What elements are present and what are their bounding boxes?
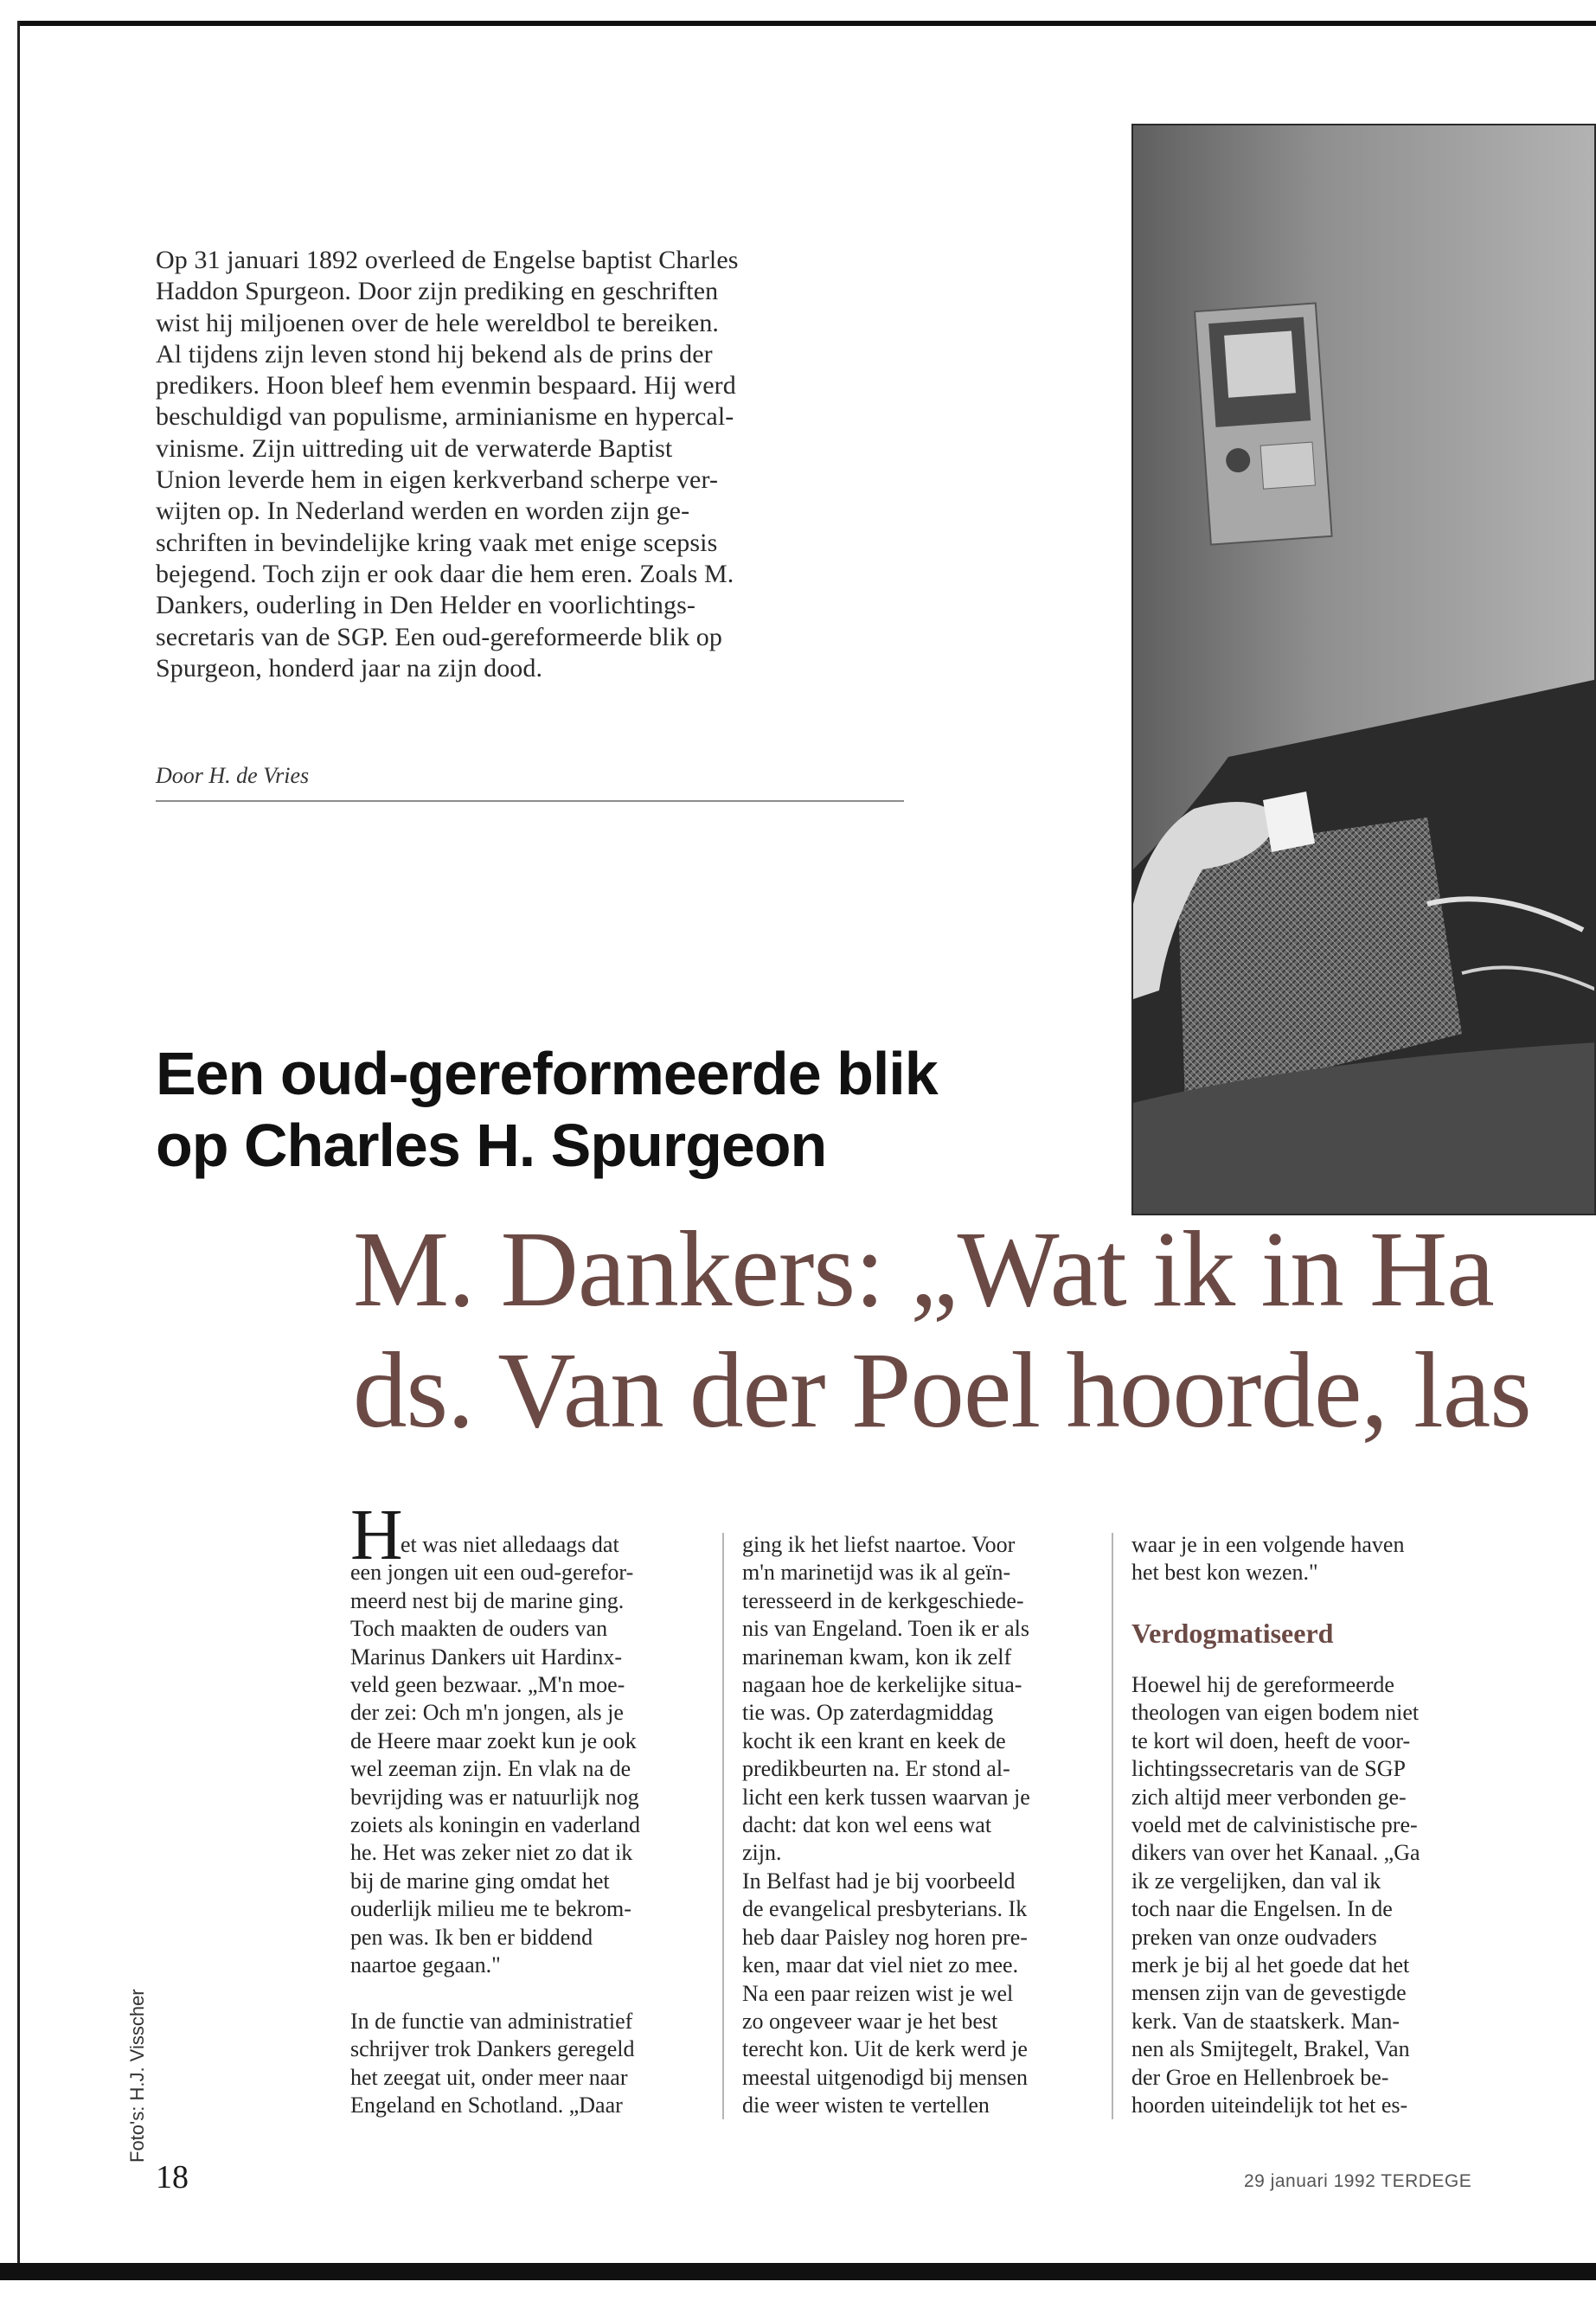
photo-credit: Foto's: H.J. Visscher	[126, 1989, 148, 2163]
text-line: het zeegat uit, onder meer naar	[350, 2064, 628, 2090]
intro-line: wijten op. In Nederland werden en worden zijn ge-	[156, 497, 690, 526]
text-line: waar je in een volgende haven	[1131, 1532, 1405, 1557]
text-line: kocht ik een krant en keek de	[742, 1727, 1006, 1753]
text-line: hoorden uiteindelijk tot het es-	[1131, 2093, 1408, 2118]
intro-paragraph	[156, 245, 895, 684]
article-column-3-top	[1131, 1531, 1490, 1587]
article-title	[353, 1209, 1596, 1452]
column-divider	[722, 1533, 724, 2119]
intro-line: predikers. Hoon bleef hem evenmin bespaard. Hij werd	[156, 371, 736, 401]
text-line: bevrijding was er natuurlijk nog	[350, 1784, 639, 1810]
text-line: naartoe gegaan."	[350, 1952, 501, 1978]
text-line: zo ongeveer waar je het best	[742, 2008, 998, 2034]
text-line: m'n marinetijd was ik al geïn-	[742, 1560, 1011, 1586]
text-line: dikers van over het Kanaal. „Ga	[1131, 1840, 1420, 1866]
article-column-2	[742, 1531, 1084, 2120]
portrait-photo	[1131, 124, 1596, 1215]
top-border	[19, 21, 1596, 26]
text-line: schrijver trok Dankers geregeld	[350, 2036, 635, 2062]
text-line: teresseerd in de kerkgeschiede-	[742, 1587, 1024, 1613]
left-border	[17, 21, 20, 2266]
text-line: marineman kwam, kon ik zelf	[742, 1644, 1012, 1670]
intro-line: vinisme. Zijn uittreding uit de verwaterde Baptist	[156, 433, 673, 463]
text-line: veld geen bezwaar. „M'n moe-	[350, 1672, 625, 1698]
text-line: merk je bij al het goede dat het	[1131, 1952, 1410, 1978]
text-line: een jongen uit een oud-gerefor-	[350, 1560, 634, 1586]
text-line: terecht kon. Uit de kerk werd je	[742, 2036, 1028, 2062]
footer-publication: 29 januari 1992 TERDEGE	[1244, 2171, 1472, 2191]
text-line: Hoewel hij de gereformeerde	[1131, 1672, 1394, 1697]
column-divider	[1112, 1533, 1113, 2119]
headline	[156, 1038, 1125, 1182]
intro-line: wist hij miljoenen over de hele wereldbol te bereiken.	[156, 308, 720, 337]
article-column-3	[1131, 1671, 1490, 2120]
text-line: toch naar die Engelsen. In de	[1131, 1896, 1393, 1922]
text-line: Marinus Dankers uit Hardinx-	[350, 1644, 623, 1670]
text-line: ouderlijk milieu me te bekrom-	[350, 1896, 631, 1922]
text-line: pen was. Ik ben er biddend	[350, 1924, 593, 1950]
intro-line: bejegend. Toch zijn er ook daar die hem eren. Zoals M.	[156, 559, 734, 588]
text-line: Engeland en Schotland. „Daar	[350, 2093, 623, 2118]
text-line: lichtingssecretaris van de SGP	[1131, 1756, 1406, 1782]
intro-line: Dankers, ouderling in Den Helder en voorlichtings-	[156, 591, 695, 620]
text-line: te kort wil doen, heeft de voor-	[1131, 1727, 1411, 1753]
intro-line: Spurgeon, honderd jaar na zijn dood.	[156, 653, 543, 683]
text-line: he. Het was zeker niet zo dat ik	[350, 1840, 633, 1866]
text-line: de evangelical presbyterians. Ik	[742, 1896, 1028, 1922]
text-line: et was niet alledaags dat	[401, 1532, 619, 1557]
text-line: preken van onze oudvaders	[1131, 1924, 1377, 1950]
text-line: kerk. Van de staatskerk. Man-	[1131, 2008, 1400, 2034]
text-line: wel zeeman zijn. En vlak na de	[350, 1756, 631, 1782]
text-line: In de functie van administratief	[350, 2008, 633, 2034]
text-line: theologen van eigen bodem niet	[1131, 1700, 1420, 1726]
bottom-border	[0, 2263, 1596, 2280]
text-line: Toch maakten de ouders van	[350, 1616, 608, 1642]
intro-line: secretaris van de SGP. Een oud-gereformeerde blik op	[156, 622, 722, 651]
text-line: heb daar Paisley nog horen pre-	[742, 1924, 1028, 1950]
byline: Door H. de Vries	[156, 763, 310, 788]
title-line: M. Dankers: „Wat ik in Ha	[353, 1210, 1494, 1330]
text-line: ging ik het liefst naartoe. Voor	[742, 1532, 1016, 1557]
intro-line: beschuldigd van populisme, arminianisme en hypercal-	[156, 402, 734, 432]
text-line: zich altijd meer verbonden ge-	[1131, 1784, 1407, 1810]
text-line: predikbeurten na. Er stond al-	[742, 1756, 1010, 1782]
text-line	[350, 1980, 701, 2008]
text-line: bij de marine ging omdat het	[350, 1868, 610, 1894]
title-line: ds. Van der Poel hoorde, las	[353, 1331, 1531, 1451]
intro-line: Haddon Spurgeon. Door zijn prediking en geschriften	[156, 277, 719, 306]
headline-line: Een oud-gereformeerde blik	[156, 1040, 938, 1107]
intro-line: Al tijdens zijn leven stond hij bekend als de prins der	[156, 339, 713, 369]
text-line: der Groe en Hellenbroek be-	[1131, 2064, 1389, 2090]
text-line: zoiets als koningin en vaderland	[350, 1812, 641, 1838]
text-line: licht een kerk tussen waarvan je	[742, 1784, 1030, 1810]
photo-illustration	[1133, 125, 1596, 1215]
text-line: zijn.	[742, 1840, 782, 1866]
text-line: In Belfast had je bij voorbeeld	[742, 1868, 1016, 1894]
text-line: ik ze vergelijken, dan val ik	[1131, 1868, 1381, 1894]
text-line: de Heere maar zoekt kun je ook	[350, 1727, 637, 1753]
section-subhead: Verdogmatiseerd	[1131, 1618, 1334, 1649]
intro-divider	[156, 800, 904, 802]
text-line: mensen zijn van de gevestigde	[1131, 1980, 1407, 2006]
headline-line: op Charles H. Spurgeon	[156, 1112, 827, 1179]
article-column-1	[350, 1531, 701, 2120]
text-line: die weer wisten te vertellen	[742, 2093, 990, 2118]
intro-line: Op 31 januari 1892 overleed de Engelse baptist Charles	[156, 246, 739, 274]
text-line: nis van Engeland. Toen ik er als	[742, 1616, 1030, 1642]
text-line: ken, maar dat viel niet zo mee.	[742, 1952, 1019, 1978]
text-line: dacht: dat kon wel eens wat	[742, 1812, 992, 1838]
text-line: tie was. Op zaterdagmiddag	[742, 1700, 994, 1726]
drop-cap: H	[350, 1495, 403, 1575]
text-line: voeld met de calvinistische pre-	[1131, 1812, 1418, 1838]
text-line: meestal uitgenodigd bij mensen	[742, 2064, 1028, 2090]
page-number: 18	[156, 2159, 189, 2195]
text-line: het best kon wezen."	[1131, 1560, 1318, 1586]
intro-line: Union leverde hem in eigen kerkverband scherpe ver-	[156, 465, 719, 495]
text-line: nen als Smijtegelt, Brakel, Van	[1131, 2036, 1410, 2062]
text-line: der zei: Och m'n jongen, als je	[350, 1700, 624, 1726]
text-line: meerd nest bij de marine ging.	[350, 1587, 625, 1613]
text-line: nagaan hoe de kerkelijke situa-	[742, 1672, 1022, 1698]
text-line: Na een paar reizen wist je wel	[742, 1980, 1014, 2006]
intro-line: schriften in bevindelijke kring vaak met enige scepsis	[156, 528, 718, 557]
